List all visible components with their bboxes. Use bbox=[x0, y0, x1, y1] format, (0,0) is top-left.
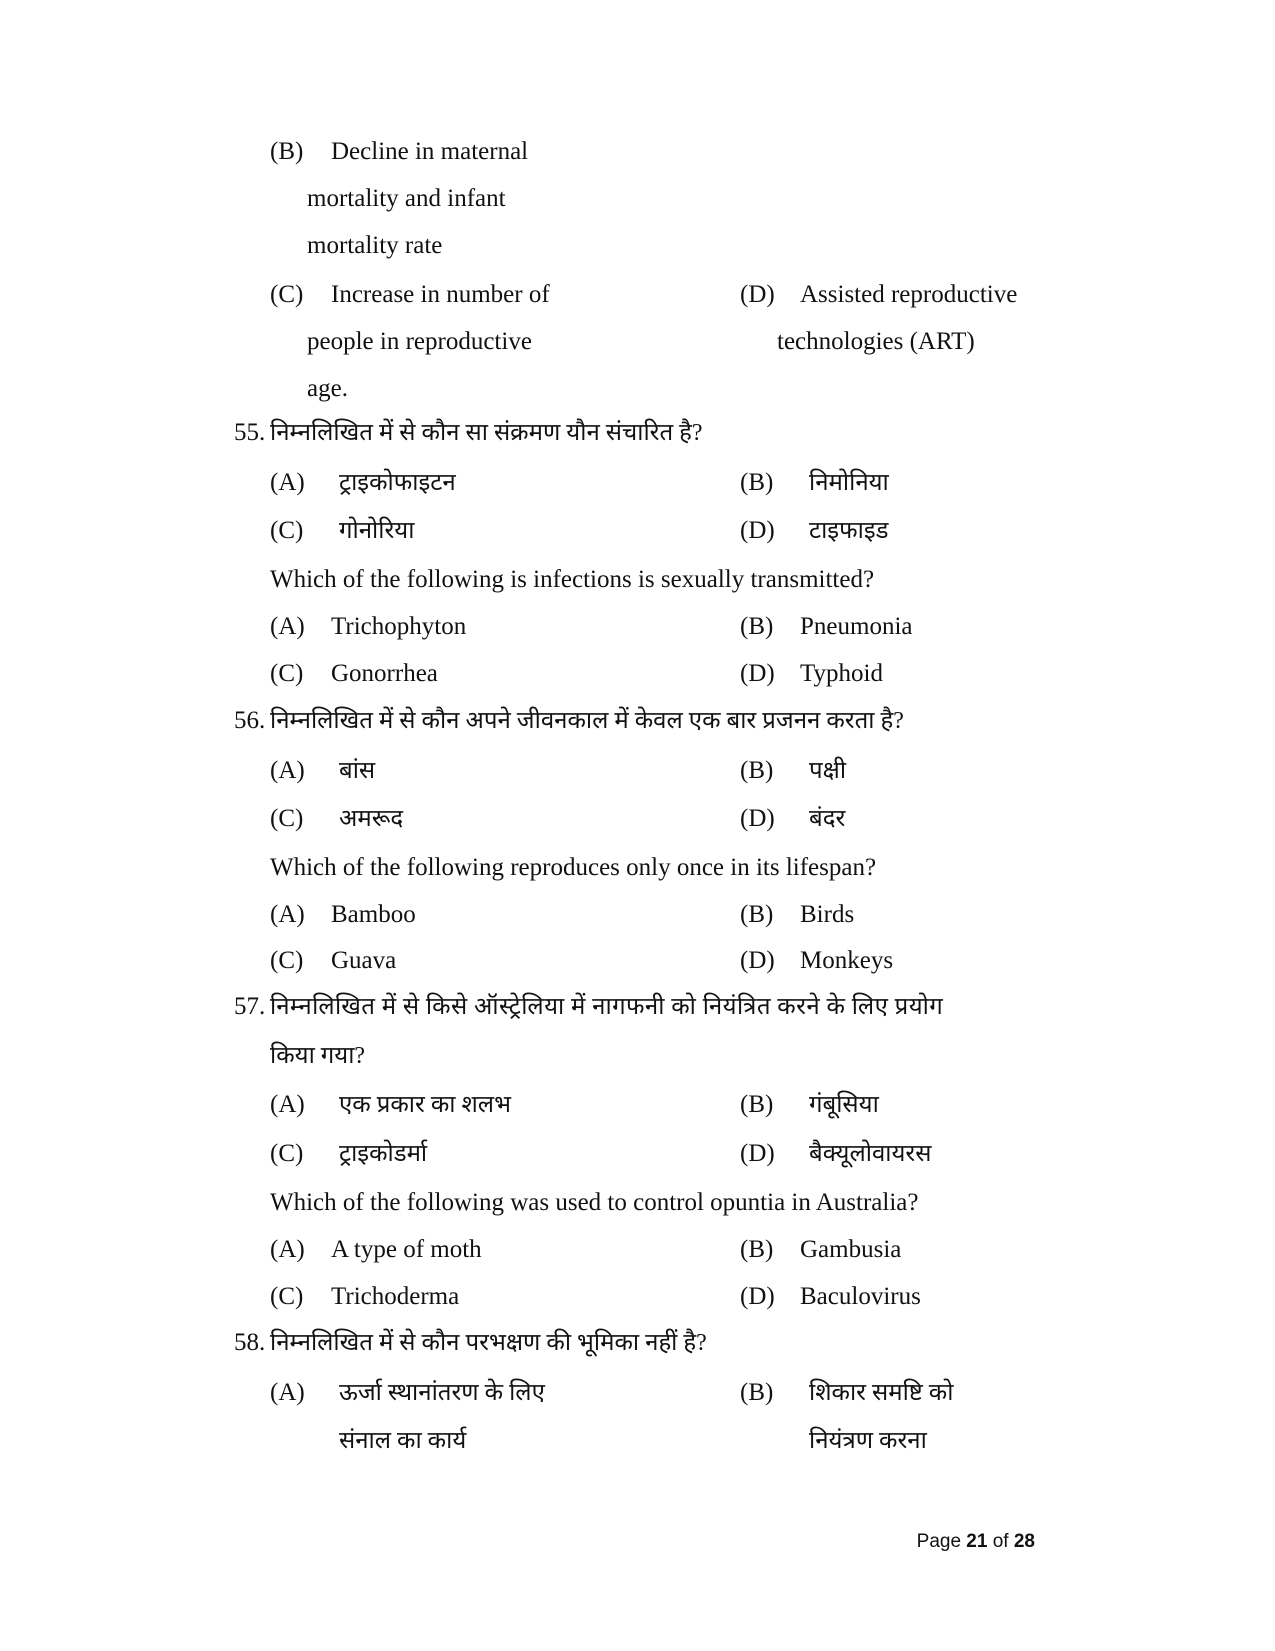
hindi-question: निम्नलिखित में से कौन अपने जीवनकाल में केवल एक बार प्रजनन करता है? bbox=[270, 708, 904, 734]
page-word: Page bbox=[916, 1531, 962, 1552]
option-label: (C) bbox=[270, 281, 304, 308]
option-label: (A) bbox=[270, 1091, 305, 1118]
option-text: Trichophyton bbox=[331, 613, 467, 640]
option-text: नियंत्रण करना bbox=[809, 1428, 927, 1454]
option-text: A type of moth bbox=[331, 1236, 482, 1263]
option-text: गंबूसिया bbox=[809, 1092, 879, 1118]
option-text: बांस bbox=[339, 758, 376, 784]
option-text: Trichoderma bbox=[331, 1283, 460, 1310]
question-number: 55. bbox=[234, 419, 266, 446]
option-text: Monkeys bbox=[800, 947, 894, 974]
option-text: mortality rate bbox=[307, 232, 443, 259]
option-text: ट्राइकोडर्मा bbox=[339, 1141, 428, 1167]
option-label: (A) bbox=[270, 757, 305, 784]
page-footer bbox=[917, 1530, 1035, 1554]
option-text: Gambusia bbox=[800, 1236, 902, 1263]
option-text: Guava bbox=[331, 947, 397, 974]
option-text: ट्राइकोफाइटन bbox=[339, 470, 456, 496]
option-text: पक्षी bbox=[809, 758, 847, 784]
page-number: 21 bbox=[966, 1531, 988, 1552]
option-text: mortality and infant bbox=[307, 185, 506, 212]
option-label: (B) bbox=[740, 613, 774, 640]
option-label: (B) bbox=[740, 901, 774, 928]
option-text: शिकार समष्टि को bbox=[809, 1380, 954, 1406]
option-text: बंदर bbox=[809, 806, 846, 832]
option-label: (C) bbox=[270, 517, 304, 544]
option-label: (B) bbox=[740, 757, 774, 784]
hindi-question: निम्नलिखित में से कौन सा संक्रमण यौन संचारित है? bbox=[270, 420, 703, 446]
option-label: (C) bbox=[270, 1140, 304, 1167]
option-label: (B) bbox=[740, 1379, 774, 1406]
option-label: (D) bbox=[740, 1140, 775, 1167]
option-label: (B) bbox=[740, 469, 774, 496]
option-text: Bamboo bbox=[331, 901, 416, 928]
option-label: (A) bbox=[270, 469, 305, 496]
option-text: Gonorrhea bbox=[331, 660, 438, 687]
english-question: Which of the following is infections is sexually transmitted? bbox=[270, 566, 875, 593]
option-text: निमोनिया bbox=[809, 470, 889, 496]
option-label: (A) bbox=[270, 1379, 305, 1406]
option-text: संनाल का कार्य bbox=[339, 1428, 467, 1454]
option-text: Increase in number of bbox=[331, 281, 550, 308]
option-text: गोनोरिया bbox=[339, 518, 415, 544]
hindi-question: किया गया? bbox=[270, 1043, 366, 1069]
option-label: (B) bbox=[270, 138, 304, 165]
hindi-question: निम्नलिखित में से कौन परभक्षण की भूमिका नहीं है? bbox=[270, 1330, 707, 1356]
option-text: technologies (ART) bbox=[777, 328, 975, 355]
option-text: बैक्यूलोवायरस bbox=[809, 1141, 932, 1167]
question-number: 58. bbox=[234, 1329, 266, 1356]
option-label: (A) bbox=[270, 613, 305, 640]
english-question: Which of the following reproduces only once in its lifespan? bbox=[270, 854, 877, 881]
question-number: 56. bbox=[234, 707, 266, 734]
option-text: people in reproductive bbox=[307, 328, 532, 355]
hindi-question: निम्नलिखित में से किसे ऑस्ट्रेलिया में नागफनी को नियंत्रित करने के लिए प्रयोग bbox=[270, 994, 944, 1020]
option-text: ऊर्जा स्थानांतरण के लिए bbox=[339, 1380, 545, 1406]
of-word: of bbox=[992, 1531, 1009, 1552]
option-text: Assisted reproductive bbox=[800, 281, 1018, 308]
option-label: (C) bbox=[270, 660, 304, 687]
option-text: Baculovirus bbox=[800, 1283, 921, 1310]
option-label: (C) bbox=[270, 947, 304, 974]
question-number: 57. bbox=[234, 993, 266, 1020]
option-text: Pneumonia bbox=[800, 613, 913, 640]
option-label: (A) bbox=[270, 1236, 305, 1263]
option-label: (D) bbox=[740, 660, 775, 687]
option-text: टाइफाइड bbox=[809, 518, 889, 544]
option-label: (D) bbox=[740, 805, 775, 832]
option-label: (D) bbox=[740, 1283, 775, 1310]
option-label: (C) bbox=[270, 1283, 304, 1310]
option-label: (D) bbox=[740, 517, 775, 544]
option-text: एक प्रकार का शलभ bbox=[339, 1092, 511, 1118]
option-label: (D) bbox=[740, 947, 775, 974]
option-label: (C) bbox=[270, 805, 304, 832]
option-label: (B) bbox=[740, 1091, 774, 1118]
option-label: (B) bbox=[740, 1236, 774, 1263]
option-text: Typhoid bbox=[800, 660, 883, 687]
option-text: Birds bbox=[800, 901, 855, 928]
option-text: Decline in maternal bbox=[331, 138, 529, 165]
option-text: अमरूद bbox=[339, 806, 404, 832]
option-label: (D) bbox=[740, 281, 775, 308]
option-label: (A) bbox=[270, 901, 305, 928]
total-pages: 28 bbox=[1013, 1531, 1035, 1552]
option-text: age. bbox=[307, 375, 348, 402]
english-question: Which of the following was used to control opuntia in Australia? bbox=[270, 1189, 919, 1216]
